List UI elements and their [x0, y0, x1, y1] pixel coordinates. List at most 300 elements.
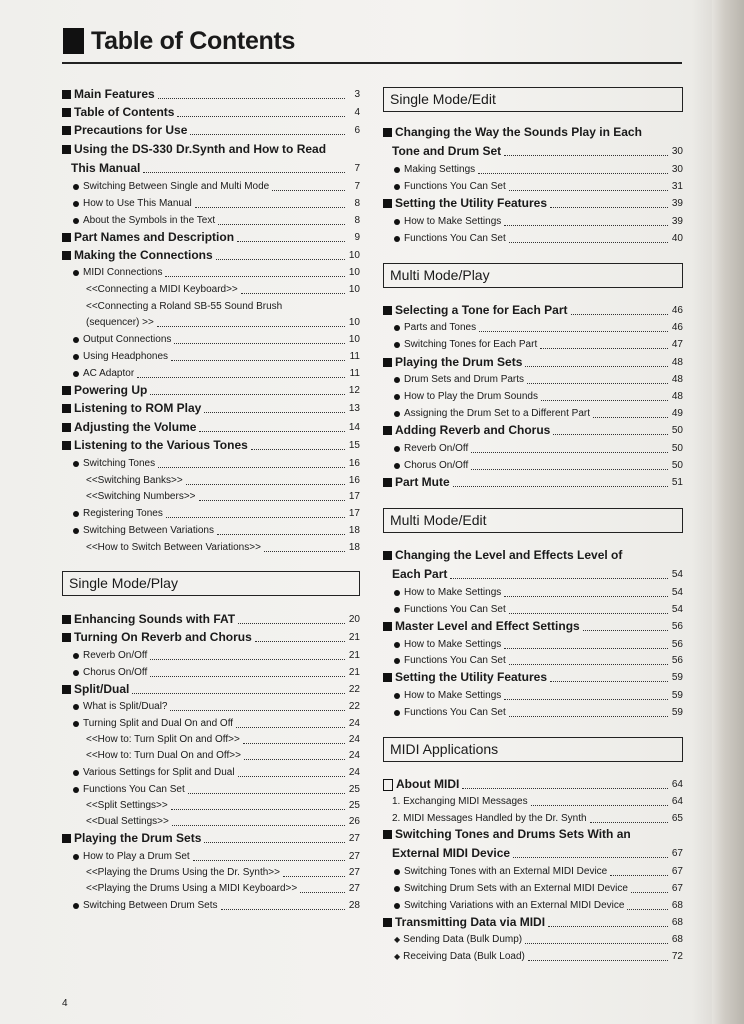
- toc-entry-page: 16: [348, 458, 360, 469]
- section-heading: [383, 508, 683, 533]
- dot-bullet-icon: [394, 219, 400, 225]
- dot-bullet-icon: [394, 710, 400, 716]
- toc-entry: [383, 705, 683, 720]
- toc-entry-page: 24: [348, 750, 360, 761]
- toc-entry-title: Table of Contents: [74, 105, 175, 119]
- toc-entry-title: Changing the Level and Effects Level of: [395, 548, 623, 562]
- toc-entry-page: 50: [671, 443, 683, 454]
- diamond-bullet-icon: ◆: [394, 952, 401, 961]
- toc-entry: [383, 214, 683, 229]
- dot-leader: [171, 809, 345, 810]
- toc-entry-title: About the Symbols in the Text: [83, 215, 216, 226]
- toc-entry-title: Switching Tones for Each Part: [404, 339, 538, 350]
- dot-bullet-icon: [73, 201, 79, 207]
- toc-entry-page: 22: [348, 701, 360, 712]
- toc-entry: [62, 716, 360, 731]
- toc-entry: [383, 144, 683, 159]
- toc-entry-title: 2. MIDI Messages Handled by the Dr. Synth: [392, 813, 587, 824]
- toc-entry-title: How to Make Settings: [404, 690, 502, 701]
- toc-entry-title: Functions You Can Set: [404, 181, 506, 192]
- toc-entry-page: 30: [671, 146, 683, 157]
- dot-leader: [217, 534, 345, 535]
- toc-entry-title: Split/Dual: [74, 682, 130, 696]
- toc-entry-title: Transmitting Data via MIDI: [395, 915, 546, 929]
- dot-leader: [150, 659, 345, 660]
- dot-leader: [188, 793, 345, 794]
- toc-entry-title: Setting the Utility Features: [395, 670, 548, 684]
- toc-entry-page: 68: [671, 917, 683, 928]
- toc-entry-page: 27: [348, 867, 360, 878]
- toc-entry: [383, 458, 683, 473]
- toc-entry-title: This Manual: [71, 161, 141, 175]
- dot-leader: [166, 517, 345, 518]
- toc-entry-page: 50: [671, 460, 683, 471]
- toc-entry: [62, 383, 360, 398]
- dot-bullet-icon: [73, 461, 79, 467]
- dot-leader: [283, 876, 345, 877]
- dot-bullet-icon: [73, 371, 79, 377]
- dot-leader: [531, 805, 668, 806]
- toc-entry-page: 27: [348, 851, 360, 862]
- toc-entry-title: Chorus On/Off: [83, 667, 148, 678]
- toc-entry-title: Listening to the Various Tones: [74, 438, 248, 452]
- toc-entry-title: Assigning the Drum Set to a Different Part: [404, 408, 591, 419]
- toc-entry: [383, 320, 683, 335]
- toc-entry-page: 39: [671, 198, 683, 209]
- dot-bullet-icon: [394, 325, 400, 331]
- dot-bullet-icon: [73, 354, 79, 360]
- dot-leader: [165, 276, 345, 277]
- toc-entry-page: 67: [671, 883, 683, 894]
- toc-entry-page: 59: [671, 707, 683, 718]
- dot-bullet-icon: [394, 411, 400, 417]
- toc-entry: [62, 648, 360, 663]
- title-rule: [62, 62, 682, 64]
- toc-entry-title: <<Playing the Drums Using the Dr. Synth>>: [86, 867, 280, 878]
- toc-entry-page: 15: [348, 440, 360, 451]
- toc-entry-title: Adding Reverb and Chorus: [395, 423, 551, 437]
- section-heading-text: Multi Mode/Edit: [390, 512, 487, 528]
- toc-entry: [62, 665, 360, 680]
- dot-leader: [243, 743, 345, 744]
- toc-entry-title: Main Features: [74, 87, 155, 101]
- toc-entry-title: Functions You Can Set: [404, 655, 506, 666]
- square-bullet-icon: [62, 126, 71, 135]
- toc-entry-page: 54: [671, 569, 683, 580]
- square-bullet-icon: [62, 423, 71, 432]
- toc-entry-page: 8: [354, 215, 360, 226]
- square-bullet-icon: [383, 358, 392, 367]
- toc-entry: [62, 230, 360, 245]
- dot-leader: [300, 892, 345, 893]
- toc-entry: [62, 814, 360, 829]
- toc-entry: [62, 299, 360, 314]
- toc-entry-title: Playing the Drum Sets: [395, 355, 523, 369]
- square-bullet-icon: [383, 426, 392, 435]
- dot-leader: [199, 431, 345, 432]
- toc-entry-title: <<How to Switch Between Variations>>: [86, 542, 261, 553]
- toc-entry: [62, 630, 360, 645]
- toc-entry: [383, 670, 683, 685]
- section-heading-text: Single Mode/Edit: [390, 91, 496, 107]
- toc-entry: [62, 473, 360, 488]
- toc-entry: [62, 196, 360, 211]
- dot-leader: [150, 394, 345, 395]
- dot-leader: [462, 788, 668, 789]
- square-bullet-icon: [62, 386, 71, 395]
- toc-entry: [62, 456, 360, 471]
- toc-entry-page: 27: [348, 833, 360, 844]
- square-bullet-icon: [383, 622, 392, 631]
- toc-entry: [383, 406, 683, 421]
- square-bullet-icon: [62, 404, 71, 413]
- dot-bullet-icon: [394, 167, 400, 173]
- toc-entry: [383, 231, 683, 246]
- toc-entry: [62, 142, 360, 157]
- toc-entry-page: 24: [348, 767, 360, 778]
- toc-entry: [62, 489, 360, 504]
- dot-leader: [471, 469, 668, 470]
- dot-leader: [548, 926, 668, 927]
- dot-leader: [504, 648, 668, 649]
- toc-entry-page: 10: [348, 267, 360, 278]
- dot-leader: [204, 412, 345, 413]
- toc-entry: [383, 585, 683, 600]
- dot-leader: [527, 383, 668, 384]
- toc-entry-title: Part Mute: [395, 475, 450, 489]
- toc-entry-title: Various Settings for Split and Dual: [83, 767, 235, 778]
- toc-entry: [383, 932, 683, 947]
- toc-entry-page: 9: [354, 232, 360, 243]
- toc-entry-title: <<How to: Turn Dual On and Off>>: [86, 750, 241, 761]
- toc-entry-page: 54: [671, 604, 683, 615]
- toc-entry: [383, 602, 683, 617]
- dot-bullet-icon: [394, 693, 400, 699]
- dot-bullet-icon: [394, 394, 400, 400]
- dot-leader: [132, 693, 345, 694]
- dot-leader: [553, 434, 668, 435]
- toc-entry-title: (sequencer) >>: [86, 317, 154, 328]
- toc-entry-page: 64: [671, 796, 683, 807]
- toc-entry: [62, 282, 360, 297]
- toc-entry: [383, 389, 683, 404]
- dot-leader: [610, 875, 668, 876]
- dot-leader: [583, 630, 668, 631]
- section-heading-text: MIDI Applications: [390, 741, 499, 757]
- toc-entry-page: 13: [348, 403, 360, 414]
- dot-bullet-icon: [394, 590, 400, 596]
- toc-entry: [383, 196, 683, 211]
- dot-leader: [251, 449, 345, 450]
- toc-entry-page: 48: [671, 374, 683, 385]
- toc-entry: [62, 831, 360, 846]
- dot-leader: [453, 486, 668, 487]
- toc-entry-title: Switching Tones with an External MIDI Device: [404, 866, 608, 877]
- square-bullet-icon: [62, 441, 71, 450]
- toc-entry-title: AC Adaptor: [83, 368, 135, 379]
- dot-leader: [504, 596, 668, 597]
- toc-entry-page: 24: [348, 734, 360, 745]
- toc-entry: [62, 161, 360, 176]
- toc-entry-title: <<Switching Banks>>: [86, 475, 183, 486]
- dot-leader: [525, 943, 668, 944]
- dot-leader: [479, 331, 668, 332]
- square-bullet-icon: [62, 685, 71, 694]
- dot-leader: [195, 207, 345, 208]
- toc-entry-page: 51: [671, 477, 683, 488]
- dot-leader: [631, 892, 668, 893]
- dot-leader: [264, 551, 345, 552]
- dot-leader: [504, 699, 668, 700]
- dot-leader: [244, 759, 345, 760]
- toc-entry-page: 12: [348, 385, 360, 396]
- toc-entry: [62, 105, 360, 120]
- dot-leader: [137, 377, 345, 378]
- toc-entry-page: 21: [348, 650, 360, 661]
- toc-entry-page: 46: [671, 322, 683, 333]
- dot-leader: [221, 909, 345, 910]
- dot-leader: [593, 417, 668, 418]
- dot-bullet-icon: [73, 337, 79, 343]
- toc-entry: [383, 881, 683, 896]
- toc-entry-title: Switching Between Single and Multi Mode: [83, 181, 270, 192]
- toc-entry-page: 49: [671, 408, 683, 419]
- dot-leader: [513, 857, 668, 858]
- toc-entry: [383, 423, 683, 438]
- dot-leader: [541, 400, 668, 401]
- dot-leader: [237, 241, 345, 242]
- square-bullet-icon: [383, 551, 392, 560]
- toc-entry: [383, 827, 683, 842]
- dot-bullet-icon: [73, 721, 79, 727]
- toc-entry-title: Master Level and Effect Settings: [395, 619, 580, 633]
- toc-entry-title: Powering Up: [74, 383, 148, 397]
- toc-entry: [383, 125, 683, 140]
- toc-entry-title: Using Headphones: [83, 351, 169, 362]
- square-bullet-icon: [383, 673, 392, 682]
- dot-leader: [471, 452, 668, 453]
- toc-entry-page: 59: [671, 672, 683, 683]
- toc-entry: [383, 179, 683, 194]
- toc-entry-title: Each Part: [392, 567, 448, 581]
- toc-entry-page: 39: [671, 216, 683, 227]
- square-bullet-icon: [383, 478, 392, 487]
- toc-entry-page: 17: [348, 508, 360, 519]
- toc-entry-title: Functions You Can Set: [404, 233, 506, 244]
- toc-entry-title: <<Connecting a Roland SB-55 Sound Brush: [86, 301, 283, 312]
- toc-entry-page: 56: [671, 639, 683, 650]
- toc-entry-title: Turning Split and Dual On and Off: [83, 718, 234, 729]
- toc-entry-title: Switching Drum Sets with an External MIDI Device: [404, 883, 628, 894]
- toc-entry: [62, 798, 360, 813]
- toc-entry-page: 6: [354, 125, 360, 136]
- dot-leader: [216, 259, 345, 260]
- dot-leader: [236, 727, 345, 728]
- toc-entry: [62, 699, 360, 714]
- toc-entry: [62, 748, 360, 763]
- toc-entry: [383, 688, 683, 703]
- dot-leader: [143, 172, 345, 173]
- square-bullet-icon: [383, 306, 392, 315]
- toc-entry-title: Adjusting the Volume: [74, 420, 197, 434]
- toc-entry-title: How to Use This Manual: [83, 198, 192, 209]
- toc-entry: [383, 337, 683, 352]
- page-edge: [712, 0, 744, 1024]
- toc-entry-title: Registering Tones: [83, 508, 163, 519]
- toc-entry-page: 50: [671, 425, 683, 436]
- toc-entry-page: 30: [671, 164, 683, 175]
- toc-entry: [62, 420, 360, 435]
- dot-leader: [172, 825, 345, 826]
- toc-entry: [62, 438, 360, 453]
- dot-leader: [157, 326, 345, 327]
- toc-entry-title: <<Switching Numbers>>: [86, 491, 196, 502]
- toc-entry-page: 3: [354, 89, 360, 100]
- toc-entry: [383, 915, 683, 930]
- toc-entry-title: Switching Between Drum Sets: [83, 900, 218, 911]
- toc-entry: [383, 619, 683, 634]
- toc-entry: [62, 248, 360, 263]
- toc-entry-page: 64: [671, 779, 683, 790]
- dot-leader: [255, 641, 345, 642]
- dot-leader: [170, 710, 345, 711]
- toc-entry: [62, 612, 360, 627]
- toc-entry-page: 25: [348, 800, 360, 811]
- toc-entry-title: Functions You Can Set: [404, 707, 506, 718]
- toc-entry: [62, 881, 360, 896]
- toc-entry-title: How to Play a Drum Set: [83, 851, 190, 862]
- dot-leader: [158, 467, 345, 468]
- toc-entry-title: Enhancing Sounds with FAT: [74, 612, 236, 626]
- dot-leader: [450, 578, 668, 579]
- toc-entry-title: How to Make Settings: [404, 216, 502, 227]
- square-bullet-icon: [383, 830, 392, 839]
- toc-entry: [383, 567, 683, 582]
- dot-bullet-icon: [394, 903, 400, 909]
- toc-entry: [383, 441, 683, 456]
- toc-entry-page: 27: [348, 883, 360, 894]
- toc-entry: [62, 87, 360, 102]
- toc-entry-title: Making Settings: [404, 164, 476, 175]
- toc-entry-title: Tone and Drum Set: [392, 144, 502, 158]
- toc-entry-page: 18: [348, 542, 360, 553]
- dot-leader: [540, 348, 668, 349]
- dot-bullet-icon: [394, 463, 400, 469]
- toc-entry: [62, 540, 360, 555]
- dot-bullet-icon: [394, 446, 400, 452]
- toc-entry: [62, 179, 360, 194]
- square-bullet-icon: [62, 145, 71, 154]
- toc-entry: [62, 332, 360, 347]
- toc-entry: [62, 213, 360, 228]
- toc-entry-title: External MIDI Device: [392, 846, 511, 860]
- dot-leader: [509, 716, 668, 717]
- toc-entry-title: Output Connections: [83, 334, 172, 345]
- dot-leader: [550, 207, 668, 208]
- square-bullet-icon: [383, 199, 392, 208]
- dot-bullet-icon: [73, 528, 79, 534]
- dot-bullet-icon: [73, 903, 79, 909]
- toc-entry-title: What is Split/Dual?: [83, 701, 168, 712]
- toc-entry-page: 56: [671, 621, 683, 632]
- toc-entry: [383, 637, 683, 652]
- open-square-bullet-icon: [383, 779, 393, 791]
- toc-entry-page: 28: [348, 900, 360, 911]
- toc-entry-title: Switching Variations with an External MIDI Device: [404, 900, 625, 911]
- toc-entry-title: Reverb On/Off: [404, 443, 469, 454]
- toc-entry-title: How to Make Settings: [404, 587, 502, 598]
- page-title: [63, 26, 295, 56]
- toc-entry-title: 1. Exchanging MIDI Messages: [392, 796, 528, 807]
- toc-entry: [62, 849, 360, 864]
- toc-entry: [62, 506, 360, 521]
- dot-bullet-icon: [73, 270, 79, 276]
- toc-entry-page: 8: [354, 198, 360, 209]
- dot-bullet-icon: [73, 511, 79, 517]
- dot-leader: [627, 909, 668, 910]
- toc-entry: [62, 265, 360, 280]
- square-bullet-icon: [62, 633, 71, 642]
- toc-entry-page: 10: [348, 250, 360, 261]
- toc-entry-title: Parts and Tones: [404, 322, 477, 333]
- dot-leader: [186, 484, 345, 485]
- toc-entry-title: Sending Data (Bulk Dump): [403, 934, 523, 945]
- square-bullet-icon: [62, 615, 71, 624]
- toc-entry: [62, 682, 360, 697]
- dot-leader: [174, 343, 345, 344]
- dot-bullet-icon: [394, 642, 400, 648]
- toc-entry-page: 10: [348, 317, 360, 328]
- toc-entry-page: 18: [348, 525, 360, 536]
- square-bullet-icon: [62, 233, 71, 242]
- toc-entry-page: 4: [354, 107, 360, 118]
- section-heading: [62, 571, 360, 596]
- toc-entry-page: 68: [671, 934, 683, 945]
- toc-entry-title: Functions You Can Set: [404, 604, 506, 615]
- square-bullet-icon: [62, 90, 71, 99]
- toc-entry-title: Switching Tones and Drums Sets With an: [395, 827, 631, 841]
- toc-entry-title: <<Connecting a MIDI Keyboard>>: [86, 284, 238, 295]
- dot-leader: [190, 134, 345, 135]
- dot-leader: [238, 623, 345, 624]
- toc-entry-title: Switching Tones: [83, 458, 156, 469]
- toc-entry: [62, 523, 360, 538]
- dot-leader: [150, 676, 345, 677]
- toc-entry: [62, 401, 360, 416]
- square-bullet-icon: [383, 128, 392, 137]
- toc-entry-title: Turning On Reverb and Chorus: [74, 630, 252, 644]
- toc-entry: [62, 123, 360, 138]
- toc-entry: [62, 782, 360, 797]
- dot-leader: [478, 173, 668, 174]
- dot-bullet-icon: [394, 236, 400, 242]
- dot-leader: [509, 190, 668, 191]
- toc-entry-page: 25: [348, 784, 360, 795]
- toc-entry: [62, 765, 360, 780]
- toc-entry: [383, 303, 683, 318]
- dot-bullet-icon: [394, 377, 400, 383]
- section-heading: [383, 87, 683, 112]
- toc-entry-page: 59: [671, 690, 683, 701]
- toc-entry-page: 7: [354, 181, 360, 192]
- dot-leader: [241, 293, 345, 294]
- toc-entry: [383, 548, 683, 563]
- toc-entry-title: <<Playing the Drums Using a MIDI Keyboard>>: [86, 883, 298, 894]
- toc-entry-page: 67: [671, 848, 683, 859]
- toc-entry-title: Setting the Utility Features: [395, 196, 548, 210]
- section-heading: [383, 263, 683, 288]
- toc-entry-page: 47: [671, 339, 683, 350]
